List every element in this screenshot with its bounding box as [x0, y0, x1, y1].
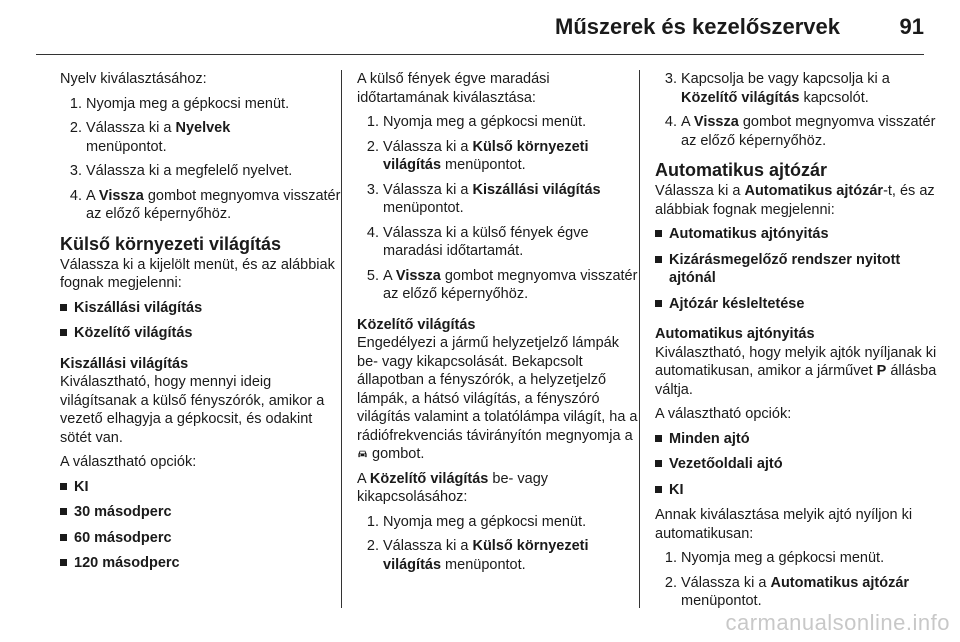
bullet-square-icon: [60, 554, 74, 573]
list-item: 2. Válassza ki a Nyelvek menüpontot.: [69, 120, 231, 155]
list-item: 1. Nyomja meg a gépkocsi menüt.: [366, 114, 587, 130]
bullet-square-icon: [60, 299, 74, 318]
list-item: 1. Nyomja meg a gépkocsi menüt.: [366, 513, 587, 530]
list-item: 2. Válassza ki a Külső környezeti világítás menüpontot.: [366, 538, 589, 573]
bullet-square-icon: [655, 430, 669, 449]
toggle-text: A Közelítő világítás be- vagy kikapcsolásához:: [357, 470, 549, 505]
list-item: 60 másodperc: [60, 529, 346, 548]
list-item: Kiszállási világítás: [60, 299, 346, 318]
list-item: Kizárásmegelőző rendszer nyitott ajtónál: [655, 251, 941, 288]
list-item: 3. Kapcsolja be vagy kapcsolja ki a Közelítő világítás kapcsolót.: [664, 71, 890, 106]
page-title: Műszerek és kezelőszervek: [555, 14, 840, 39]
options-label: A választható opciók:: [655, 406, 792, 422]
bullet-square-icon: [60, 324, 74, 343]
sub-heading: Automatikus ajtónyitás: [655, 326, 815, 342]
list-item: 30 másodperc: [60, 503, 346, 522]
header-divider: [36, 54, 924, 55]
intro-text: A külső fények égve maradási időtartamának kiválasztása:: [357, 71, 550, 106]
step-list: [60, 95, 346, 224]
step-list: [655, 549, 941, 611]
sub-text: Kiválasztható, hogy melyik ajtók nyíljanak ki automatikusan, amikor a járművet P állásba váltja.: [655, 344, 937, 398]
section-heading: Automatikus ajtózár: [655, 160, 828, 180]
list-item: 4. A Vissza gombot megnyomva visszatér az előző képernyőhöz.: [69, 187, 341, 222]
step-list: [357, 113, 643, 304]
list-item: 5. A Vissza gombot megnyomva visszatér az előző képernyőhöz.: [366, 267, 638, 302]
bullet-square-icon: [655, 251, 669, 288]
bullet-square-icon: [655, 295, 669, 314]
column-2: [357, 70, 643, 580]
list-item: 3. Válassza ki a Kiszállási világítás menüpontot.: [366, 181, 601, 216]
list-item: 1. Nyomja meg a gépkocsi menüt.: [664, 550, 885, 566]
list-item: Vezetőoldali ajtó: [655, 455, 941, 474]
page-header: [0, 0, 960, 60]
list-item: Automatikus ajtónyitás: [655, 225, 941, 244]
list-item: Közelítő világítás: [60, 324, 346, 343]
options-label: A választható opciók:: [60, 454, 197, 470]
section-text: Válassza ki a Automatikus ajtózár-t, és az alábbiak fognak megjelenni:: [655, 183, 935, 218]
list-item: 1. Nyomja meg a gépkocsi menüt.: [69, 95, 290, 112]
intro-text: Nyelv kiválasztásához:: [60, 71, 207, 87]
step-list: [655, 70, 941, 150]
bullet-square-icon: [60, 529, 74, 548]
bullet-square-icon: [655, 481, 669, 500]
section-text: Válassza ki a kijelölt menüt, és az alábbiak fognak megjelenni:: [60, 256, 335, 291]
section-heading: Külső környezeti világítás: [60, 233, 282, 254]
sub-text: Kiválasztható, hogy mennyi ideig világítsanak a külső fényszórók, amikor a vezető elhagyja a gépkocsit, és odakint sötét van.: [60, 374, 325, 446]
bullet-square-icon: [655, 455, 669, 474]
list-item: Ajtózár késleltetése: [655, 295, 941, 314]
bullet-square-icon: [655, 225, 669, 244]
column-1: [60, 70, 346, 580]
list-item: 120 másodperc: [60, 554, 346, 573]
column-3: [655, 70, 941, 617]
bullet-square-icon: [60, 503, 74, 522]
after-text: Annak kiválasztása melyik ajtó nyíljon ki automatikusan:: [655, 507, 913, 542]
list-item: KI: [655, 481, 941, 500]
car-lock-icon: [357, 448, 368, 459]
sub-heading: Kiszállási világítás: [60, 355, 189, 372]
list-item: Minden ajtó: [655, 430, 941, 449]
list-item: 4. Válassza ki a külső fények égve maradási időtartamát.: [366, 224, 589, 259]
list-item: KI: [60, 478, 346, 497]
watermark: carmanualsonline.info: [725, 610, 950, 635]
page-number: 91: [899, 14, 924, 39]
list-item: 4. A Vissza gombot megnyomva visszatér az előző képernyőhöz.: [664, 114, 936, 149]
sub-heading: Közelítő világítás: [357, 316, 476, 333]
list-item: 2. Válassza ki a Automatikus ajtózár menüpontot.: [664, 574, 910, 609]
sub-text: Engedélyezi a jármű helyzetjelző lámpák be- vagy kikapcsolását. Bekapcsolt állapotban a fényszórók, a helyzetjelző lámpák, a hátsó világítás, a fényszóró világítás valamint a tolatólámpa világít, ha a rádiófrekvenciás távirányítón megnyomja a gombot.: [357, 335, 638, 462]
bullet-square-icon: [60, 478, 74, 497]
list-item: 2. Válassza ki a Külső környezeti világítás menüpontot.: [366, 138, 589, 173]
list-item: 3. Válassza ki a megfelelő nyelvet.: [69, 163, 293, 179]
step-list: [357, 513, 643, 575]
